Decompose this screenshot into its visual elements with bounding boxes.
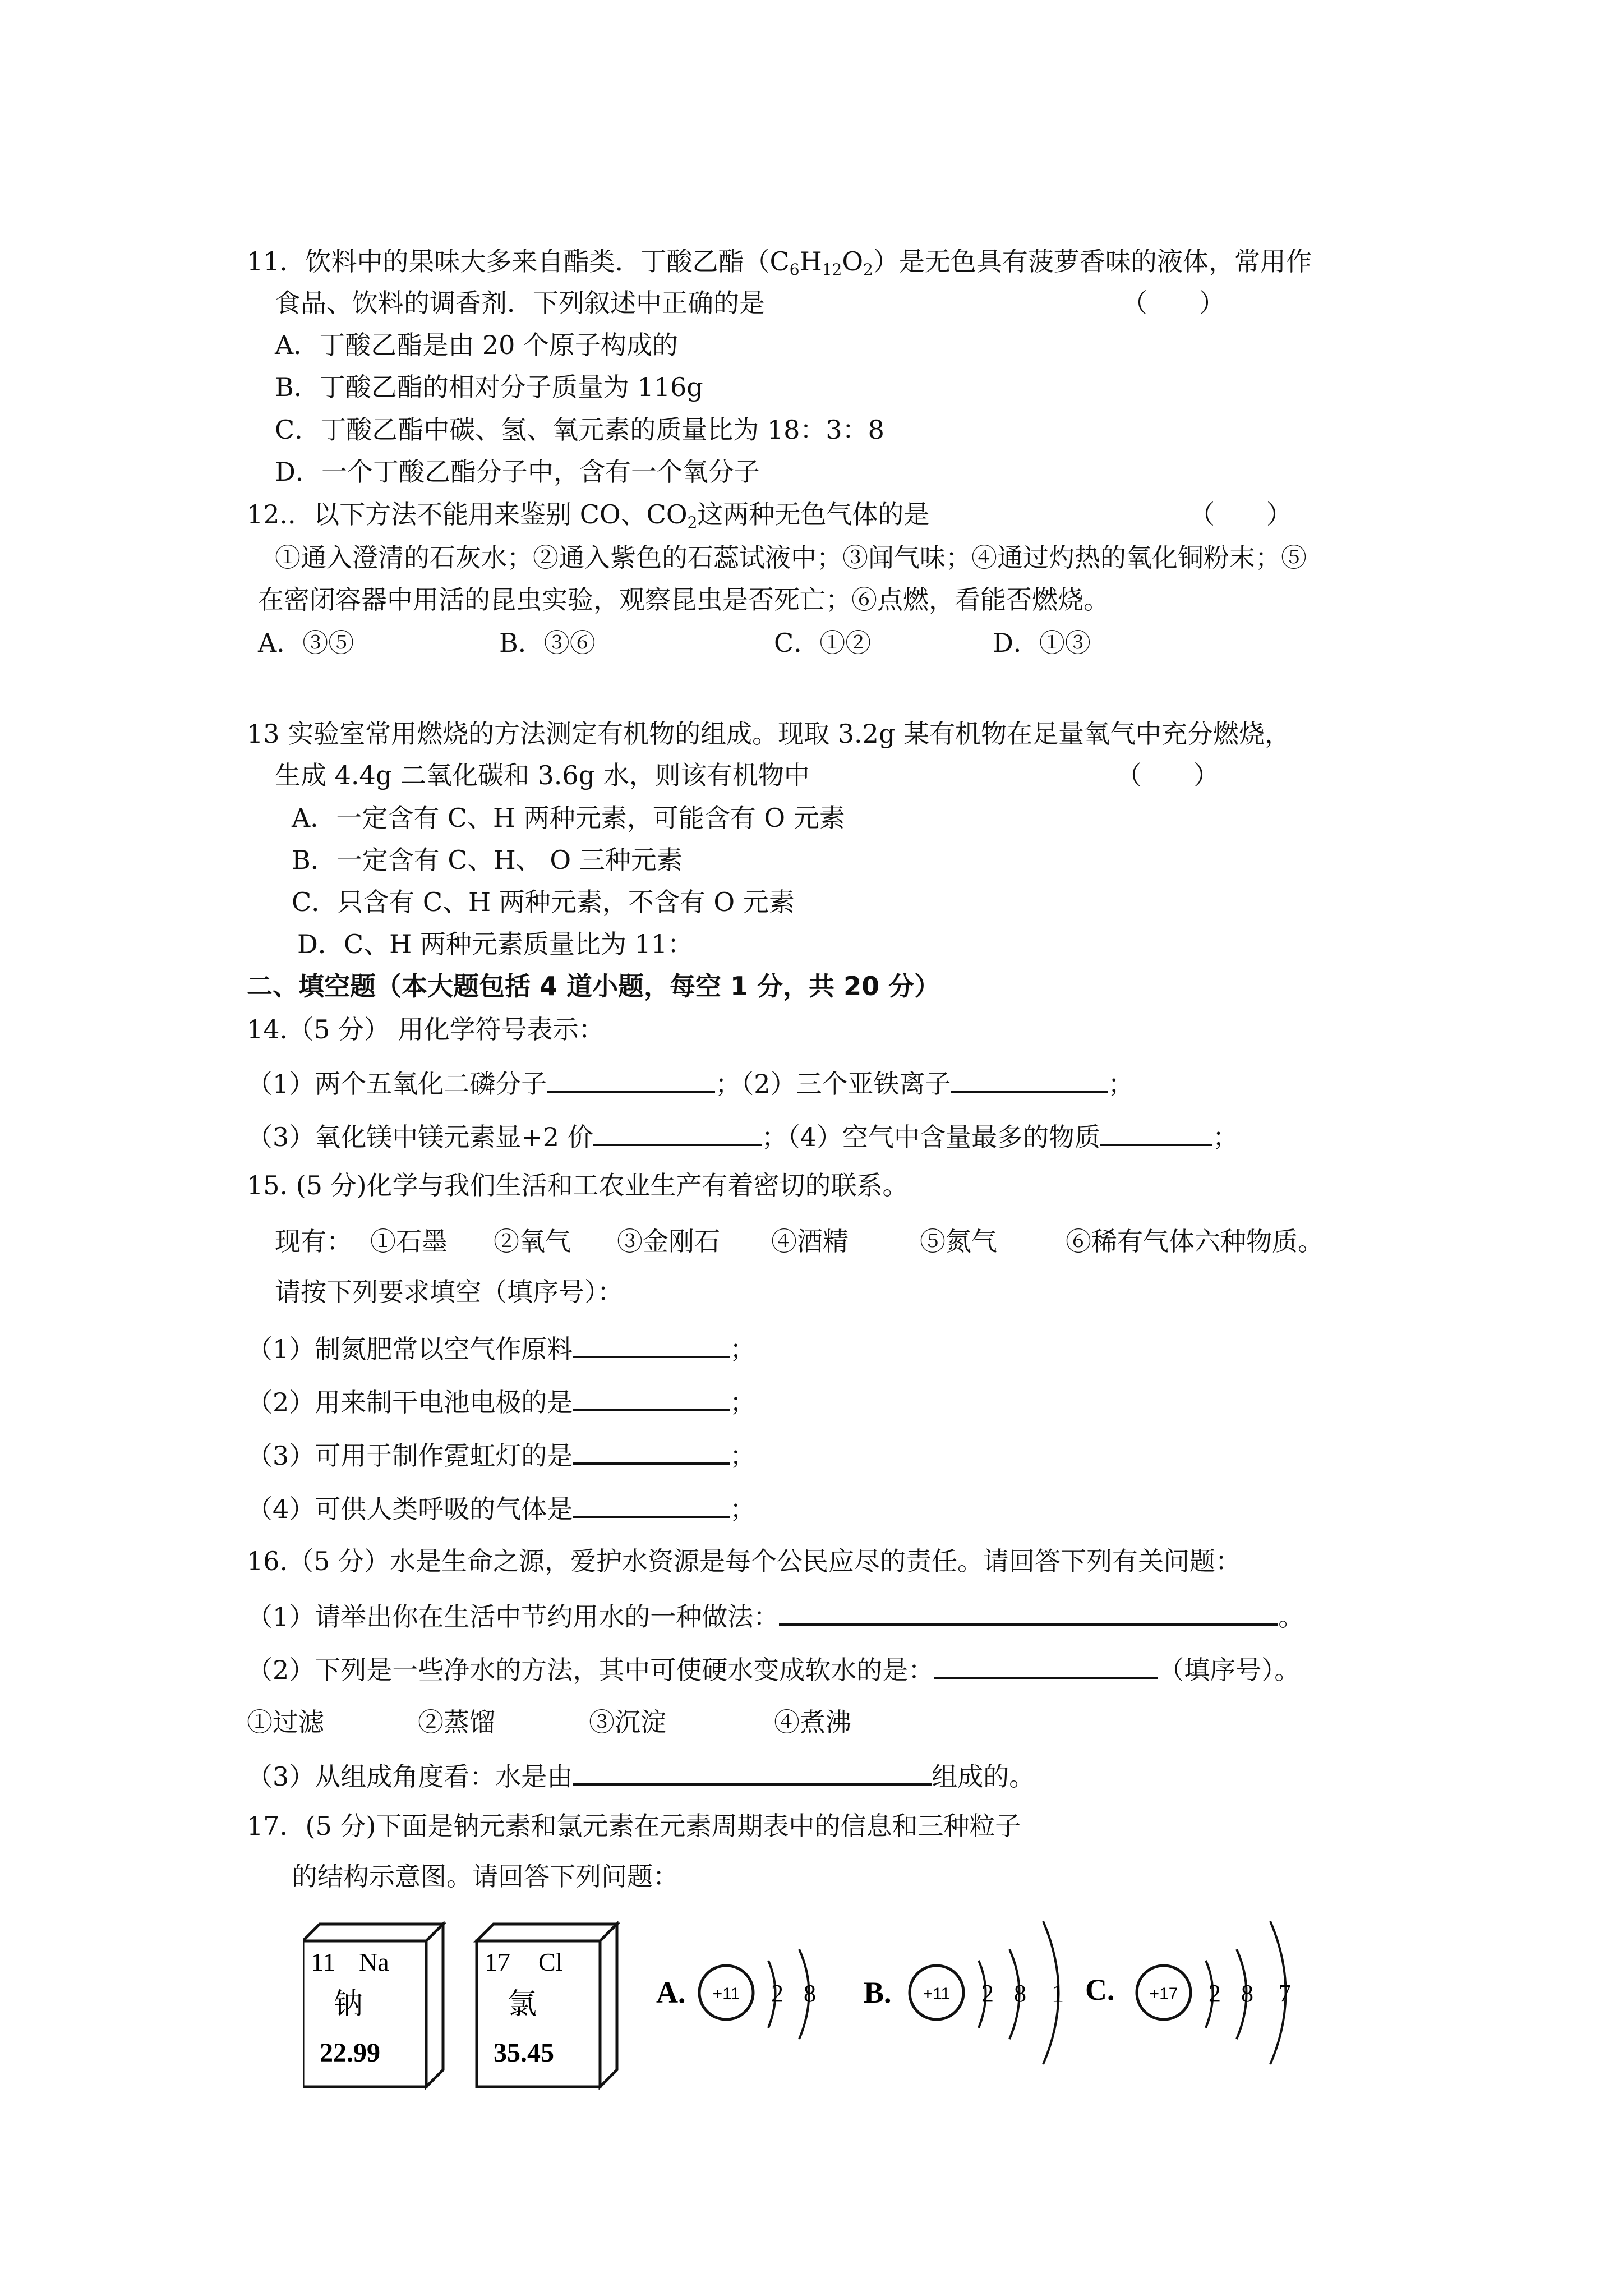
q15-item-3: ③金刚石 <box>617 1226 720 1257</box>
q16-part-2: （2）下列是一些净水的方法，其中可使硬水变成软水的是： （填序号）。 <box>247 1652 1300 1687</box>
q15-part-3: （3）可用于制作霓虹灯的是 ； <box>247 1438 755 1473</box>
q13-stem-line2: 生成 4.4g 二氧化碳和 3.6g 水，则该有机物中 <box>275 760 810 790</box>
q16-method-4: ④煮沸 <box>774 1707 851 1737</box>
atom-b-label: B. <box>864 1976 892 2009</box>
q15-list-prefix: 现有： <box>275 1226 352 1257</box>
q11-option-b: B．丁酸乙酯的相对分子质量为 116g <box>275 372 703 402</box>
q12-option-b: B．③⑥ <box>499 628 596 658</box>
q16-method-1: ①过滤 <box>247 1707 324 1737</box>
q11-stem-line1: 11．饮料中的果味大多来自酯类．丁酸乙酯$(C_6H_{12}O_2)$是无色具有菠萝香味的液体，常用作 <box>247 246 1312 279</box>
q13-option-a: A．一定含有 C、H 两种元素，可能含有 O 元素 <box>292 803 845 833</box>
sodium-atomic-number: 11 <box>311 1948 336 1976</box>
q14-blank-2[interactable] <box>951 1066 1108 1093</box>
atom-a-shell-2: 8 <box>804 1980 816 2007</box>
q16-blank-2[interactable] <box>934 1652 1158 1679</box>
q12-stem-line1: 12.．以下方法不能用来鉴别 CO、$CO_2$这两种无色气体的是 <box>247 499 930 532</box>
atom-c-shell-2: 8 <box>1241 1980 1253 2007</box>
q12-methods-line2: 在密闭容器中用活的昆虫实验，观察昆虫是否死亡；⑥点燃，看能否燃烧。 <box>258 585 1109 615</box>
q16-stem: 16.（5 分）水是生命之源，爱护水资源是每个公民应尽的责任。请回答下列有关问题： <box>247 1546 1242 1576</box>
atom-b-shell-2: 8 <box>1014 1980 1026 2007</box>
sodium-element-card <box>303 1924 443 2087</box>
chlorine-symbol: Cl <box>538 1948 563 1976</box>
atom-b-shell-1: 2 <box>981 1980 994 2007</box>
sodium-name: 钠 <box>334 1987 363 2021</box>
q17-stem-line1: 17．(5 分)下面是钠元素和氯元素在元素周期表中的信息和三种粒子 <box>247 1811 1021 1841</box>
atom-a-nucleus: +11 <box>712 1985 740 2003</box>
atom-b-nucleus: +11 <box>923 1985 951 2003</box>
sodium-symbol: Na <box>359 1948 389 1976</box>
q15-item-5: ⑤氮气 <box>920 1226 997 1257</box>
q14-row1: （1）两个五氧化二磷分子 ；（2）三个亚铁离子 ； <box>247 1066 1134 1101</box>
atom-structure-b <box>864 1921 1064 2064</box>
q11-option-c: C．丁酸乙酯中碳、氢、氧元素的质量比为 18：3：8 <box>275 415 884 445</box>
q13-option-b: B．一定含有 C、H、 O 三种元素 <box>292 845 683 875</box>
q16-method-2: ②蒸馏 <box>418 1707 495 1737</box>
q12-option-c: C．①② <box>774 628 872 658</box>
q15-part-2: （2）用来制干电池电极的是 ； <box>247 1384 755 1419</box>
atom-c-shell-3: 7 <box>1279 1980 1291 2007</box>
q16-blank-1[interactable] <box>779 1599 1278 1626</box>
atom-structure-c <box>1085 1921 1291 2064</box>
element-figure <box>303 1896 1346 2109</box>
q16-part-1: （1）请举出你在生活中节约用水的一种做法： 。 <box>247 1599 1304 1634</box>
q15-item-6: ⑥稀有气体六种物质。 <box>1066 1226 1324 1257</box>
chlorine-element-card <box>477 1924 617 2087</box>
q11-stem-line2: 食品、饮料的调香剂．下列叙述中正确的是 <box>275 288 765 318</box>
atom-structure-a <box>656 1949 816 2039</box>
q13-answer-paren: （ ） <box>1116 760 1219 790</box>
section-header-fill-in: 二、填空题（本大题包括 4 道小题，每空 1 分，共 20 分） <box>247 971 940 1001</box>
q12-option-a: A．③⑤ <box>258 628 354 658</box>
q15-part-1: （1）制氮肥常以空气作原料 ； <box>247 1331 755 1366</box>
q15-instruction: 请按下列要求填空（填序号）： <box>275 1277 623 1307</box>
q15-item-4: ④酒精 <box>771 1226 849 1257</box>
q16-method-3: ③沉淀 <box>589 1707 666 1737</box>
q15-part-4: （4）可供人类呼吸的气体是 ； <box>247 1491 755 1526</box>
q11-answer-paren: （ ） <box>1122 288 1225 318</box>
atom-c-nucleus: +17 <box>1149 1985 1178 2003</box>
q15-blank-3[interactable] <box>573 1438 730 1465</box>
q15-stem: 15. (5 分)化学与我们生活和工农业生产有着密切的联系。 <box>247 1170 909 1200</box>
atom-a-label: A. <box>656 1976 686 2009</box>
q17-stem-line2: 的结构示意图。请回答下列问题： <box>292 1861 679 1892</box>
q12-option-d: D．①③ <box>993 628 1091 658</box>
q15-blank-1[interactable] <box>573 1331 730 1358</box>
q13-option-c: C．只含有 C、H 两种元素，不含有 O 元素 <box>292 887 795 917</box>
atom-c-label: C. <box>1085 1973 1115 2007</box>
q12-answer-paren: （ ） <box>1189 499 1292 530</box>
q14-blank-1[interactable] <box>547 1066 715 1093</box>
q15-item-2: ②氧气 <box>494 1226 571 1257</box>
q15-blank-4[interactable] <box>573 1491 730 1518</box>
q11-option-a: A．丁酸乙酯是由 20 个原子构成的 <box>275 330 678 360</box>
atom-c-shell-1: 2 <box>1209 1980 1221 2007</box>
chlorine-mass: 35.45 <box>494 2038 554 2068</box>
chlorine-name: 氯 <box>508 1987 537 2021</box>
q13-option-d: D．C、H 两种元素质量比为 11： <box>297 929 693 959</box>
atom-a-shell-1: 2 <box>771 1980 783 2007</box>
q14-stem: 14.（5 分） 用化学符号表示： <box>247 1014 605 1045</box>
q15-blank-2[interactable] <box>573 1384 730 1411</box>
q14-row2: （3）氧化镁中镁元素显+2 价 ；（4）空气中含量最多的物质 ； <box>247 1119 1238 1154</box>
q16-blank-3[interactable] <box>573 1759 932 1786</box>
q14-blank-3[interactable] <box>593 1119 762 1146</box>
q16-part-3: （3）从组成角度看：水是由 组成的。 <box>247 1759 1035 1793</box>
chlorine-atomic-number: 17 <box>485 1948 510 1976</box>
q15-item-1: ①石墨 <box>370 1226 448 1257</box>
q13-stem-line1: 13 实验室常用燃烧的方法测定有机物的组成。现取 3.2g 某有机物在足量氧气中充分燃烧， <box>247 719 1291 749</box>
sodium-mass: 22.99 <box>320 2038 380 2068</box>
q11-option-d: D．一个丁酸乙酯分子中，含有一个氧分子 <box>275 457 760 487</box>
q14-blank-4[interactable] <box>1100 1119 1212 1146</box>
atom-b-shell-3: 1 <box>1052 1980 1064 2007</box>
q12-methods-line1: ①通入澄清的石灰水；②通入紫色的石蕊试液中；③闻气味；④通过灼热的氧化铜粉末；⑤ <box>275 542 1307 573</box>
